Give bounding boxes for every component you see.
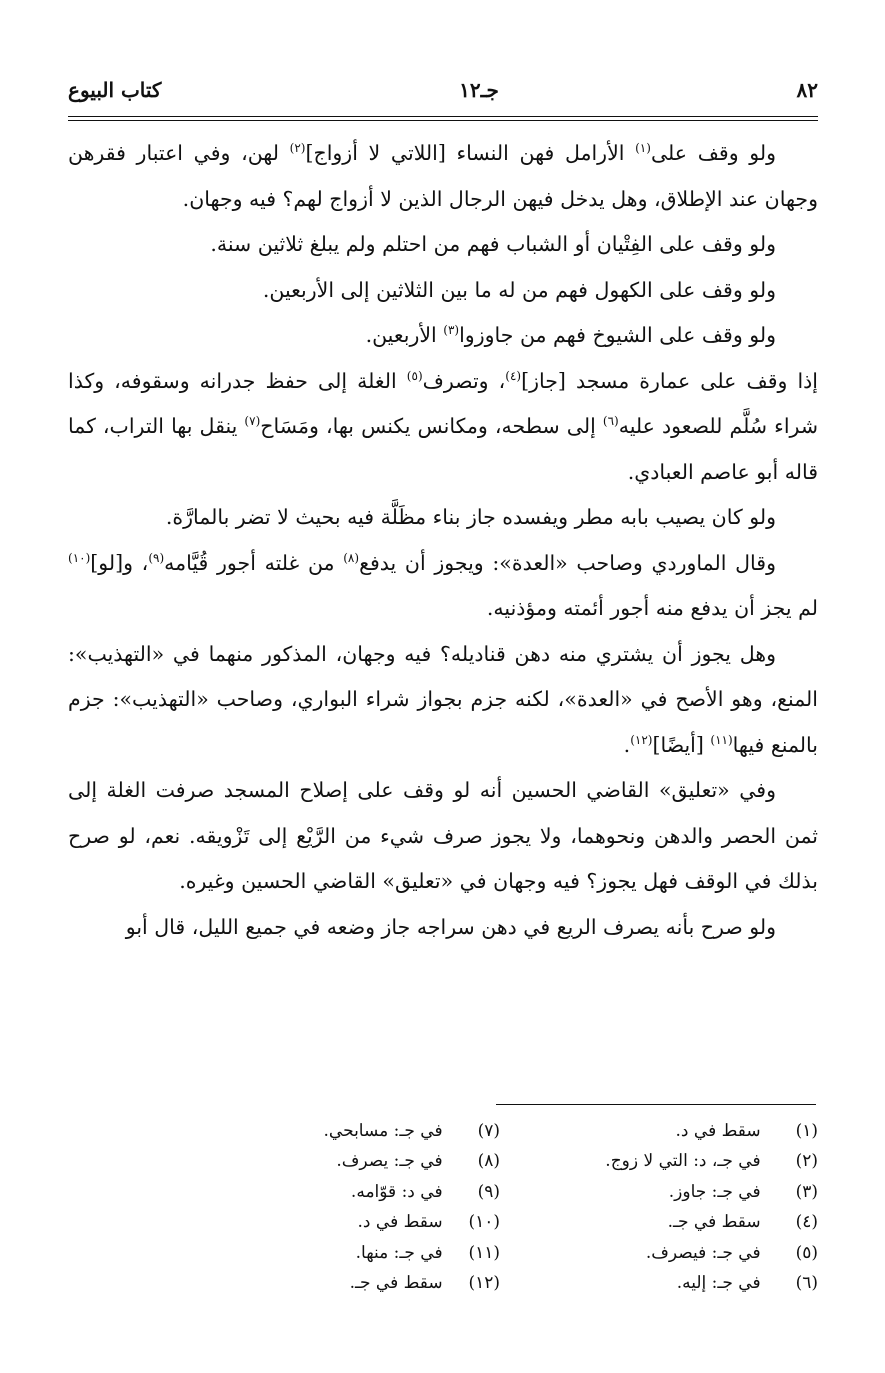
footnote-text: في جـ: مسابحي. [323,1121,443,1141]
footnote-text: سقط في د. [675,1121,761,1141]
footnote-item [548,1268,818,1298]
paragraph [68,359,818,496]
text-segment: ولو وقف على الفِتْيان أو الشباب فهم من احتلم ولم يبلغ ثلاثين سنة. [210,232,776,256]
text-segment: . [623,732,631,757]
footnote-item [230,1207,500,1237]
footnote-number: (١٢) [468,1273,500,1294]
footnotes-left-column [230,1116,500,1298]
footnote-separator [496,1104,816,1105]
footnote-marker: (١١) [710,732,733,747]
footnote-number: (٤) [795,1212,818,1233]
footnote-number: (١) [795,1121,818,1141]
footnote-text: في جـ، د: التي لا زوج. [605,1151,761,1172]
footnote-marker: (١٢) [630,732,653,747]
paragraph [68,495,818,541]
footnote-number: (١٠) [468,1212,500,1233]
footnote-number: (٣) [795,1181,818,1202]
footnote-text: في جـ: جاوز. [668,1181,761,1202]
footnote-text: في جـ: منها. [355,1242,443,1263]
text-segment: ولو وقف على [650,141,776,165]
text-segment: وهل يجوز أن يشتري منه دهن قناديله؟ فيه وجهان، المذكور منهما في «التهذيب»: المنع، وهو الأصح في «العدة»، لكنه جزم بجواز شراء البواري، وصاحب «التهذيب»: جزم بالمنع فيها [68,641,818,757]
footnote-marker: (٥) [406,368,423,383]
book-page [68,70,818,950]
text-segment: ولو صرح بأنه يصرف الريع في دهن سراجه جاز وضعه في جميع الليل، قال أبو [125,914,776,939]
footnote-number: (٧) [477,1121,500,1141]
footnote-text: سقط في جـ. [667,1212,761,1233]
volume-label: جـ١٢ [459,78,499,102]
paragraph [68,541,818,632]
paragraph [68,268,818,314]
text-segment: ، و[لو] [90,550,149,575]
text-segment: ينقل بها التراب، كما قاله أبو عاصم العبادي. [68,414,818,484]
footnote-text: سقط في د. [357,1212,443,1233]
text-segment: وفي «تعليق» القاضي الحسين أنه لو وقف على إصلاح المسجد صرفت الغلة إلى ثمن الحصر والدهن ونحوهما، ولا يجوز صرف شيء من الرَّيْع إلى تَزْويقه. نعم، لو صرح بذلك في الوقف فهل يجوز؟ فيه وجهان في «تعليق» القاضي الحسين وغيره. [68,778,818,893]
footnote-item [548,1146,818,1176]
footnote-marker: (٢) [289,141,306,156]
text-segment: إلى سطحه، ومكانس يكنس بها، ومَسَاح [260,414,603,438]
footnotes-right-column [548,1116,818,1298]
footnote-item [230,1177,500,1207]
footnote-text: سقط في جـ. [349,1273,443,1294]
footnote-number: (١١) [468,1242,500,1263]
main-text [68,131,818,950]
footnote-marker: (١٠) [68,550,91,565]
paragraph [68,131,818,222]
footnote-number: (٢) [795,1151,818,1172]
footnote-item [230,1268,500,1298]
footnote-text: في د: قوّامه. [350,1181,443,1202]
text-segment: [أيضًا] [652,732,711,757]
footnote-number: (٩) [477,1181,500,1202]
footnote-text: في جـ: فيصرف. [645,1242,761,1263]
text-segment: لم يجز أن يدفع منه أجور أئمته ومؤذنيه. [486,596,818,620]
page-number: ٨٢ [796,78,818,102]
header-rule-top [68,116,818,117]
footnote-item [548,1238,818,1268]
paragraph [68,313,818,359]
footnote-text: في جـ: إليه. [676,1273,761,1294]
footnote-marker: (٣) [443,323,460,338]
paragraph [68,222,818,268]
text-segment: ، وتصرف [422,368,506,393]
paragraph [68,632,818,769]
footnote-marker: (٩) [148,550,165,565]
text-segment: من غلته أجور قُيَّامه [164,550,344,575]
footnote-item [548,1116,818,1146]
footnote-item [230,1146,500,1176]
footnote-item [548,1207,818,1237]
footnote-text: في جـ: يصرف. [336,1151,443,1172]
paragraph [68,905,818,951]
running-header [68,70,818,110]
footnotes [230,1116,818,1298]
footnote-marker: (٨) [343,550,360,565]
footnote-number: (٥) [795,1242,818,1263]
footnote-item [548,1177,818,1207]
footnote-marker: (٦) [602,414,619,429]
footnote-marker: (٧) [244,414,261,429]
footnote-marker: (١) [635,141,651,156]
text-segment: ولو وقف على الشيوخ فهم من جاوزوا [459,323,776,347]
text-segment: الأرامل فهن النساء [اللاتي لا أزواج] [305,141,636,165]
footnote-item [230,1116,500,1146]
footnote-item [230,1238,500,1268]
text-segment: الغلة إلى حفظ جدرانه وسقوفه، وكذا شراء سُلَّم للصعود عليه [68,368,818,438]
footnote-marker: (٤) [505,368,522,383]
text-segment: إذا وقف على عمارة مسجد [جاز] [521,368,818,393]
book-title: كتاب البيوع [68,78,162,102]
footnote-number: (٨) [477,1151,500,1172]
text-segment: لهن، وفي اعتبار فقرهن وجهان عند الإطلاق، وهل يدخل فيهن الرجال الذين لا أزواج لهم؟ فيه وجهان. [68,141,818,211]
text-segment: وقال الماوردي وصاحب «العدة»: ويجوز أن يدفع [359,550,776,575]
text-segment: ولو كان يصيب بابه مطر ويفسده جاز بناء مظَلَّة فيه بحيث لا تضر بالمارَّة. [165,505,776,529]
text-segment: ولو وقف على الكهول فهم من له ما بين الثلاثين إلى الأربعين. [262,277,776,302]
paragraph [68,768,818,905]
footnote-number: (٦) [795,1273,818,1294]
text-segment: الأربعين. [365,323,444,347]
header-rule-bottom [68,120,818,121]
